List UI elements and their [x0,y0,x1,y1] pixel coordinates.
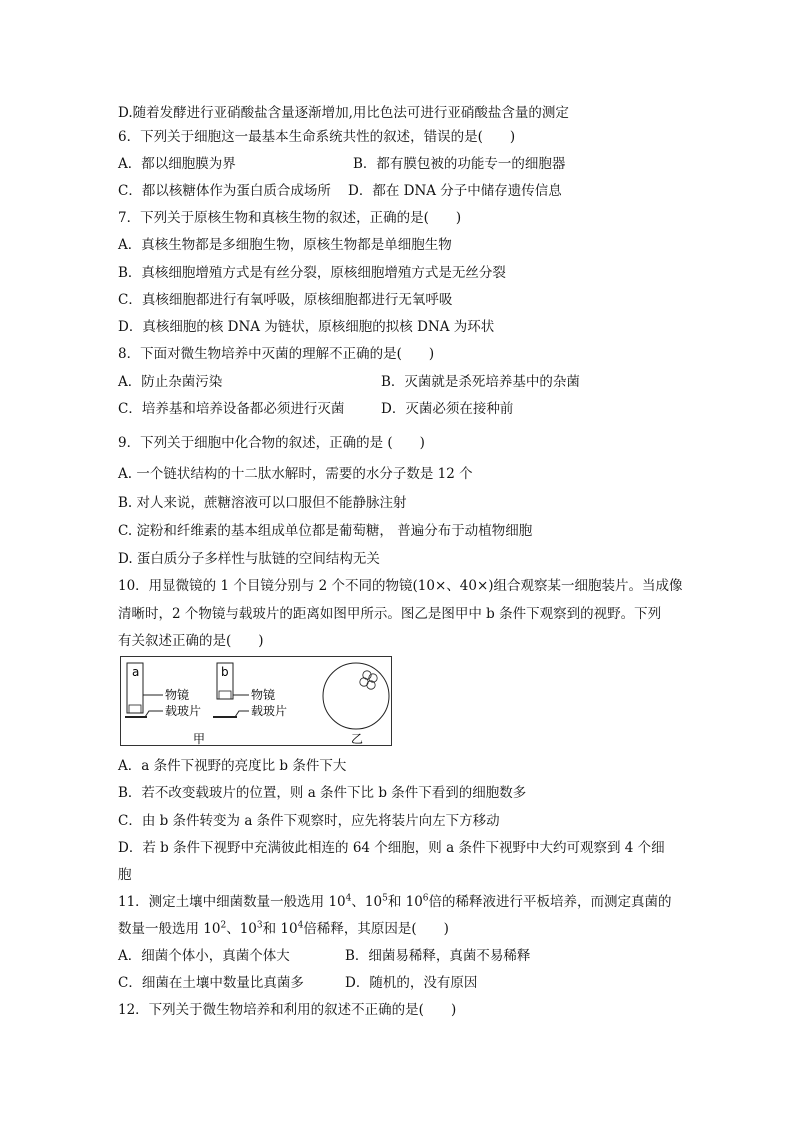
q6-option-b: B．都有膜包被的功能专一的细胞器 [353,156,566,172]
q11-text: 、10 [226,921,257,937]
q7-option-d: D．真核细胞的核 DNA 为链状，原核细胞的拟核 DNA 为环状 [118,319,495,335]
q11-stem-line2 [118,920,449,938]
q11-option-b: B．细菌易稀释，真菌不易稀释 [345,948,531,964]
q11-stem-line1 [118,893,672,911]
q8-option-d: D．灭菌必须在接种前 [381,401,514,417]
q9-option-b: B. 对人来说，蔗糖溶液可以口服但不能静脉注射 [118,495,407,511]
exponent: 4 [345,893,352,904]
q11-option-d: D．随机的，没有原因 [345,975,478,991]
q10-option-a: A．a 条件下视野的亮度比 b 条件下大 [118,758,347,774]
microscope-figure-svg [121,657,393,747]
exponent: 6 [422,893,429,904]
q7-option-c: C．真核细胞都进行有氧呼吸，原核细胞都进行无氧呼吸 [118,292,453,308]
q6-stem: 6．下列关于细胞这一最基本生命系统共性的叙述，错误的是( ) [118,129,516,145]
q12-stem: 12．下列关于微生物培养和利用的叙述不正确的是( ) [118,1002,457,1018]
q6-option-d: D．都在 DNA 分子中储存遗传信息 [348,183,562,199]
figure-jia-label: 甲 [193,732,206,746]
q10-option-d-line2: 胞 [118,867,132,883]
q9-stem: 9．下列关于细胞中化合物的叙述，正确的是 ( ) [118,435,425,451]
q9-option-c: C. 淀粉和纤维素的基本组成单位都是葡萄糖， 普遍分布于动植物细胞 [118,523,533,539]
objective-a-label: a [132,665,140,679]
q10-option-d-line1: D．若 b 条件下视野中充满彼此相连的 64 个细胞，则 a 条件下视野中大约可观察到 4 个细 [118,840,665,856]
q11-option-a: A．细菌个体小，真菌个体大 [118,948,290,964]
slide-a-caption: 载玻片 [165,704,202,718]
q8-option-c: C．培养基和培养设备都必须进行灭菌 [118,401,345,417]
q10-option-b: B．若不改变载玻片的位置，则 a 条件下比 b 条件下看到的细胞数多 [118,785,527,801]
q8-stem: 8．下面对微生物培养中灭菌的理解不正确的是( ) [118,346,435,362]
exponent: 5 [382,893,388,904]
q11-text: 、10 [351,894,383,910]
q11-text: 11．测定土壤中细菌数量一般选用 10 [118,894,346,910]
prev-question-option-d: D.随着发酵进行亚硝酸盐含量逐渐增加,用比色法可进行亚硝酸盐含量的测定 [118,105,569,121]
q10-option-c: C．由 b 条件转变为 a 条件下观察时，应先将装片向左下方移动 [118,813,500,829]
q7-option-a: A．真核生物都是多细胞生物，原核生物都是单细胞生物 [118,237,452,253]
q11-text: 倍的稀释液进行平板培养，而测定真菌的 [428,894,672,910]
objective-a-lens [129,705,141,713]
exponent: 4 [297,920,304,931]
q8-option-a: A．防止杂菌污染 [118,374,223,390]
objective-a-caption: 物镜 [165,688,190,702]
q6-option-c: C．都以核糖体作为蛋白质合成场所 [118,183,331,199]
q9-option-a: A. 一个链状结构的十二肽水解时，需要的水分子数是 12 个 [118,466,473,482]
q11-text: 和 10 [387,894,423,910]
figure-yi-label: 乙 [351,732,364,746]
q10-stem-line1: 10．用显微镜的 1 个目镜分别与 2 个不同的物镜(10×、40×)组合观察某一细胞装片。当成像 [118,578,683,594]
view-field-circle [323,663,389,729]
q11-option-c: C．细菌在土壤中数量比真菌多 [118,975,304,991]
q9-option-d: D. 蛋白质分子多样性与肽链的空间结构无关 [118,551,380,567]
slide-a-pointer [145,711,163,717]
q11-text: 倍稀释，其原因是( ) [303,921,449,937]
q10-stem-line2: 清晰时，2 个物镜与载玻片的距离如图甲所示。图乙是图甲中 b 条件下观察到的视野。下列 [118,606,662,622]
objective-b-lens [219,691,231,699]
q10-stem-line3: 有关叙述正确的是( ) [118,633,264,649]
slide-b-caption: 载玻片 [251,704,288,718]
slide-b-pointer [235,711,249,717]
objective-b-caption: 物镜 [251,688,276,702]
exponent: 3 [256,920,263,931]
q11-text: 和 10 [262,921,298,937]
q6-option-a: A．都以细胞膜为界 [118,156,236,172]
objective-b-label: b [221,665,229,679]
q7-stem: 7．下列关于原核生物和真核生物的叙述，正确的是( ) [118,210,462,226]
exponent: 2 [220,920,227,931]
q11-text: 数量一般选用 10 [118,921,221,937]
q7-option-b: B．真核细胞增殖方式是有丝分裂，原核细胞增殖方式是无丝分裂 [118,265,506,281]
microscope-figure [120,656,392,746]
q8-option-b: B．灭菌就是杀死培养基中的杂菌 [381,374,580,390]
